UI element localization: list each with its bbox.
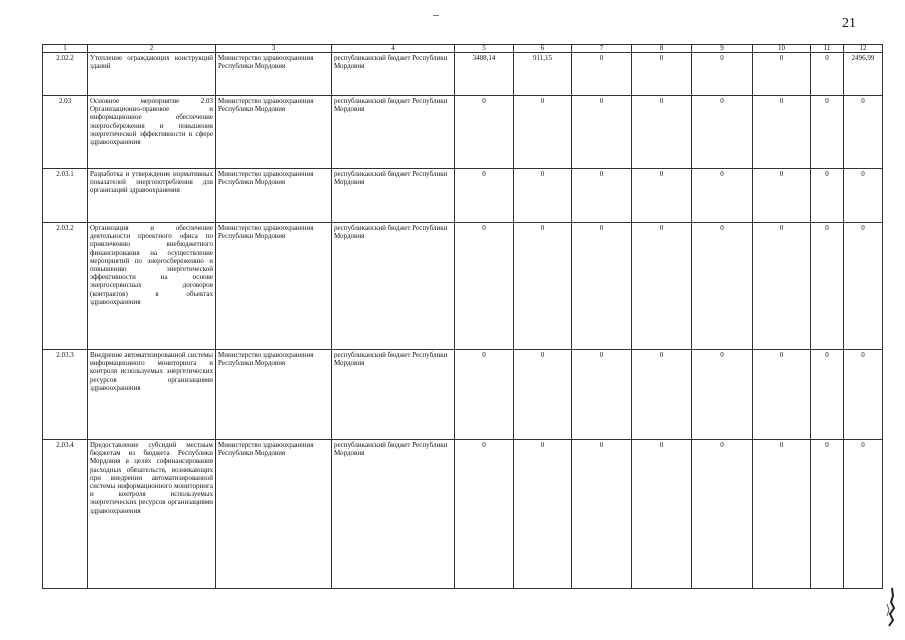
column-header: 8 [632,45,692,53]
table-row [43,350,883,440]
row-value: 0 [572,440,632,589]
row-source: республиканский бюджет Республики Мордовия [332,96,455,169]
row-value: 0 [632,440,692,589]
row-value: 0 [692,96,753,169]
table-row [43,53,883,96]
row-value: 0 [455,169,514,223]
row-code: 2.03 [43,96,88,169]
row-name: Организация и обеспечение деятельности проектного офиса по привлечению внебюджетного финансирования на осуществление мероприятий по энергосбережению и повышению энергетической эффективности на основе энергосервисных договоров (контрактов) в объектах здравоохранения [88,223,216,350]
row-value: 0 [753,169,811,223]
row-value: 0 [455,96,514,169]
row-value: 0 [514,440,572,589]
row-code: 2.03.3 [43,350,88,440]
row-value: 0 [692,440,753,589]
row-value: 0 [753,440,811,589]
page-number: 21 [842,16,856,31]
row-value: 0 [514,96,572,169]
row-value: 911,15 [514,53,572,96]
row-value: 0 [811,223,844,350]
row-executor: Министерство здравоохранения Республики Мордовия [216,440,332,589]
row-code: 2.02.2 [43,53,88,96]
row-value: 0 [692,53,753,96]
row-source: республиканский бюджет Республики Мордовия [332,169,455,223]
row-source: республиканский бюджет Республики Мордовия [332,53,455,96]
row-value: 0 [514,223,572,350]
row-value: 0 [811,53,844,96]
row-value: 0 [572,223,632,350]
table-row [43,440,883,589]
row-code: 2.03.4 [43,440,88,589]
row-executor: Министерство здравоохранения Республики Мордовия [216,169,332,223]
column-header: 7 [572,45,632,53]
table-row [43,169,883,223]
column-header: 1 [43,45,88,53]
row-value: 0 [632,223,692,350]
row-value: 0 [632,169,692,223]
row-source: республиканский бюджет Республики Мордовия [332,350,455,440]
header-row [43,45,883,53]
row-code: 2.03.2 [43,223,88,350]
row-executor: Министерство здравоохранения Республики Мордовия [216,53,332,96]
row-value: 0 [692,169,753,223]
row-value: 0 [514,169,572,223]
row-executor: Министерство здравоохранения Республики Мордовия [216,350,332,440]
program-table [42,44,883,589]
row-value: 0 [455,223,514,350]
row-value: 0 [753,350,811,440]
row-value: 0 [572,350,632,440]
row-value: 0 [572,169,632,223]
column-header: 11 [811,45,844,53]
row-code: 2.03.1 [43,169,88,223]
scan-edge-mark [884,586,898,628]
column-header: 12 [844,45,883,53]
row-value: 0 [455,350,514,440]
row-value: 0 [632,350,692,440]
row-value: 0 [632,53,692,96]
row-value: 0 [753,96,811,169]
column-header: 2 [88,45,216,53]
row-name: Предоставление субсидий местным бюджетам из бюджета Республики Мордовия в целях софинансирования расходных обязательств, возникающих при внедрении автоматизированной системы информационного мониторинга и контроля используемых энергетических ресурсов организациями здравоохранения [88,440,216,589]
row-source: республиканский бюджет Республики Мордовия [332,440,455,589]
row-value: 0 [844,223,883,350]
row-value: 0 [753,53,811,96]
row-executor: Министерство здравоохранения Республики Мордовия [216,223,332,350]
row-value: 3408,14 [455,53,514,96]
row-name: Разработка и утверждение нормативных показателей энергопотребления для организаций здравоохранения [88,169,216,223]
row-value: 0 [572,96,632,169]
column-header: 4 [332,45,455,53]
scan-dash [433,15,439,16]
column-header: 9 [692,45,753,53]
row-source: республиканский бюджет Республики Мордовия [332,223,455,350]
row-value: 0 [572,53,632,96]
row-name: Основное мероприятие 2.03 Организационно-правовое и информационное обеспечение энергосбережения и повышения энергетической эффективности в сфере здравоохранения [88,96,216,169]
row-executor: Министерство здравоохранения Республики Мордовия [216,96,332,169]
row-value: 0 [455,440,514,589]
table-row [43,96,883,169]
row-value: 0 [811,169,844,223]
table-row [43,223,883,350]
row-value: 0 [692,223,753,350]
row-value: 0 [692,350,753,440]
row-value: 0 [811,440,844,589]
column-header: 6 [514,45,572,53]
row-value: 0 [844,169,883,223]
row-value: 0 [811,96,844,169]
row-value: 0 [844,96,883,169]
row-name: Утепление ограждающих конструкций зданий [88,53,216,96]
row-value: 0 [514,350,572,440]
row-name: Внедрение автоматизированной системы информационного мониторинга и контроля используемых энергетических ресурсов организациями здравоохранения [88,350,216,440]
row-value: 0 [844,350,883,440]
row-value: 0 [811,350,844,440]
row-value: 0 [844,440,883,589]
column-header: 5 [455,45,514,53]
column-header: 10 [753,45,811,53]
column-header: 3 [216,45,332,53]
row-value: 2496,99 [844,53,883,96]
row-value: 0 [632,96,692,169]
row-value: 0 [753,223,811,350]
